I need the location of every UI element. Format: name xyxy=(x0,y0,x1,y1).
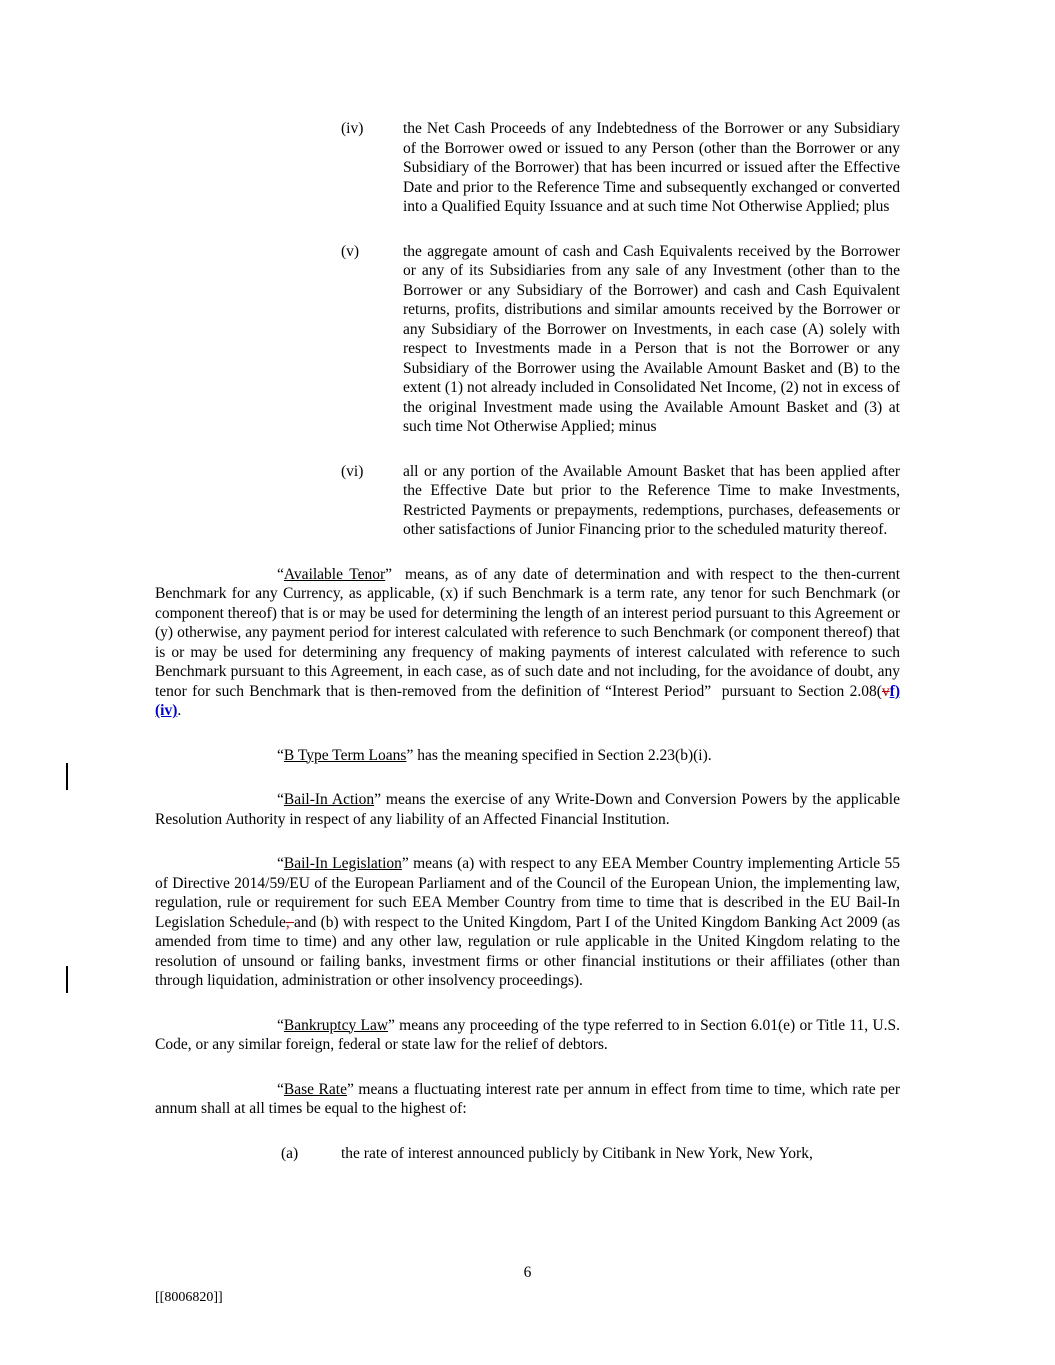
text-run: . xyxy=(177,702,182,719)
deleted-text: v xyxy=(881,682,890,700)
text-run: ” means any proceeding of the type referred to in Section 6.01(e) or Title 11, U.S. Code, or any similar foreign, federal or state law for the relief of debtors. xyxy=(155,1016,901,1053)
text-run: “ xyxy=(277,1016,284,1034)
defined-term: Bail-In Action xyxy=(283,791,375,808)
text-run: ” means a fluctuating interest rate per annum in effect from time to time, which rate per annum shall at all times be equal to the highest of: xyxy=(155,1080,900,1117)
list-marker: (a) xyxy=(281,1144,299,1162)
paragraph xyxy=(155,790,900,829)
text-run: the aggregate amount of cash and Cash Equivalents received by the Borrower or any of its Subsidiaries from any sale of any Investment (other than to the Borrower or any Subsidiary of the Borrower) and cash and Cash Equivalent returns, profits, distributions and similar amounts received by the Borrower or any Subsidiary of the Borrower on Investments, in each case (A) solely with respect to Investments made in a Person that is not the Borrower or any Subsidiary of the Borrower using the Available Amount Basket and (B) to the extent (1) not already included in Consolidated Net Income, (2) not in excess of the original Investment made using the Available Amount Basket and (3) at such time Not Otherwise Applied; minus xyxy=(403,242,900,435)
text-run: “ xyxy=(277,791,284,808)
text-run: the rate of interest announced publicly by Citibank in New York, New York, xyxy=(341,1144,813,1162)
document-id-footer: [[8006820]] xyxy=(155,1290,223,1305)
text-run: “ xyxy=(277,855,284,872)
text-run: “ xyxy=(277,746,284,764)
text-run: “ xyxy=(277,565,284,583)
text-run: the Net Cash Proceeds of any Indebtedness of the Borrower or any Subsidiary of the Borrower owed or issued to any Person (other than the Borrower or any Subsidiary of the Borrower) that has been incurred or issued after the Effective Date and prior to the Reference Time and subsequently exchanged or converted into a Qualified Equity Issuance and at such time Not Otherwise Applied; plus xyxy=(403,120,900,215)
defined-term: Bail-In Legislation xyxy=(283,855,402,872)
text-run: ” means, as of any date of determination and with respect to the then-current Benchmark for any Currency, as applicable, (x) if such Benchmark is a term rate, any tenor for such Benchmark (or component thereof) that is or may be used for determining the length of an interest period pursuant to this Agreement or (y) otherwise, any payment period for interest calculated with reference to such Benchmark (or component thereof) that is or may be used for determining any frequency of making payments of interest calculated with reference to such Benchmark pursuant to this Agreement, in each case, as of such date and not including, for the avoidance of doubt, any tenor for such Benchmark that is then-removed from the definition of “Interest Period” pursuant to Section 2.08( xyxy=(155,565,901,700)
list-marker: (iv) xyxy=(341,120,364,137)
defined-term: Available Tenor xyxy=(283,565,386,583)
list-marker: (vi) xyxy=(341,462,364,480)
defined-term: B Type Term Loans xyxy=(283,746,407,764)
paragraph xyxy=(155,746,900,766)
paragraph xyxy=(155,565,900,721)
deleted-text: , xyxy=(285,913,294,931)
page-number: 6 xyxy=(523,1264,532,1281)
change-bar xyxy=(66,763,68,790)
paragraph xyxy=(155,1080,900,1119)
text-run: ” has the meaning specified in Section 2.23(b)(i). xyxy=(406,746,712,764)
text-run: and (b) with respect to the United Kingdom, Part I of the United Kingdom Banking Act 2009 (as amended from time to time) and any other law, regulation or rule applicable in the United Kingdom relating to the resolution of unsound or failing banks, investment firms or other financial institutions or their affiliates (other than through liquidation, administration or other insolvency proceedings). xyxy=(155,913,900,989)
list-item xyxy=(155,119,900,217)
list-item xyxy=(155,1144,900,1164)
text-run: all or any portion of the Available Amount Basket that has been applied after the Effective Date but prior to the Reference Time to make Investments, Restricted Payments or prepayments, redemptions, purchases, defeasements or other satisfactions of Junior Financing prior to the scheduled maturity thereof. xyxy=(403,462,900,538)
inserted-text: f)(iv) xyxy=(155,682,900,719)
defined-term: Bankruptcy Law xyxy=(283,1016,389,1034)
paragraph xyxy=(155,1016,900,1055)
list-item xyxy=(155,242,900,437)
text-run: ” means the exercise of any Write-Down and Conversion Powers by the applicable Resolution Authority in respect of any liability of an Affected Financial Institution. xyxy=(155,791,900,828)
list-item xyxy=(155,462,900,540)
change-bar xyxy=(66,966,68,993)
text-run: “ xyxy=(277,1080,284,1098)
document-content xyxy=(155,119,900,1163)
defined-term: Base Rate xyxy=(283,1080,347,1098)
text-run: ” means (a) with respect to any EEA Member Country implementing Article 55 of Directive 2014/59/EU of the European Parliament and of the Council of the European Union, the implementing law, regulation, rule or requirement for such EEA Member Country from time to time that is described in the EU Bail-In Legislation Schedule xyxy=(155,855,901,931)
paragraph xyxy=(155,854,900,991)
list-marker: (v) xyxy=(341,242,360,260)
